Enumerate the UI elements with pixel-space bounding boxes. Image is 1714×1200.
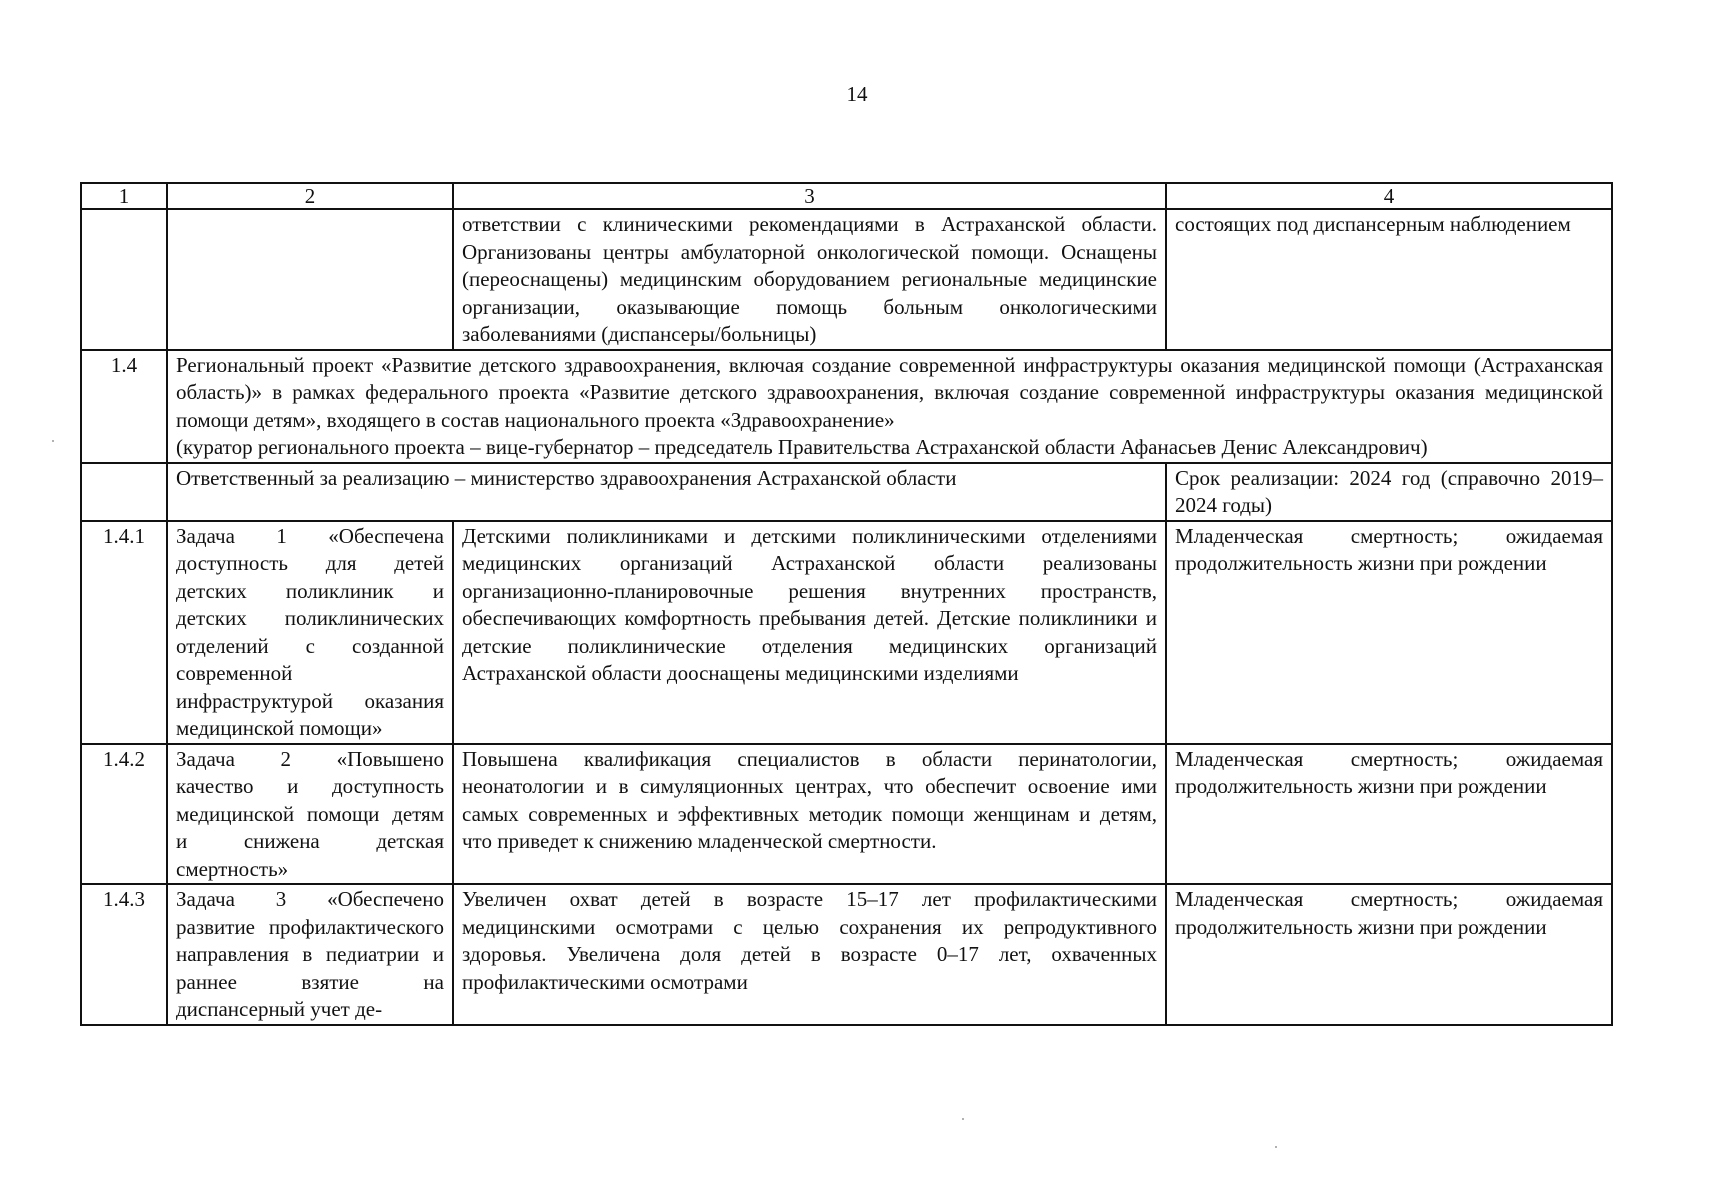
header-col-1: 1 [81, 183, 167, 209]
task-result: Повышена квалификация специалистов в области перинатологии, неонатологии и в симуляционных центрах, что обеспечит освоение ими самых современных и эффективных методик помощи женщинам и детям, что приведет к снижению младенческой смертности. [453, 744, 1166, 885]
task-number: 1.4.1 [81, 521, 167, 744]
task-number: 1.4.2 [81, 744, 167, 885]
responsible-row [81, 463, 1612, 521]
empty-cell [167, 209, 453, 350]
task-result: Увеличен охват детей в возрасте 15–17 лет профилактическими медицинскими осмотрами с целью сохранения их репродуктивного здоровья. Увеличена доля детей в возрасте 0–17 лет, охваченных профилактическими осмотрами [453, 884, 1166, 1025]
project-term: Срок реализации: 2024 год (справочно 2019–2024 годы) [1166, 463, 1612, 521]
scan-speck [1275, 1146, 1277, 1148]
task-text: Задача 3 «Обеспечено развитие профилактического направления в педиатрии и раннее взятие на диспансерный учет де- [167, 884, 453, 1025]
scan-speck [962, 1118, 964, 1120]
header-col-3: 3 [453, 183, 1166, 209]
project-description [167, 350, 1612, 463]
plan-table [80, 182, 1613, 1026]
empty-cell [81, 209, 167, 350]
scan-speck [52, 440, 54, 442]
task-text: Задача 2 «Повышено качество и доступность медицинской помощи детям и снижена детская смертность» [167, 744, 453, 885]
task-text: Задача 1 «Обеспечена доступность для детей детских поликлиник и детских поликлинических отделений с созданной современной инфраструктурой оказания медицинской помощи» [167, 521, 453, 744]
header-row [81, 183, 1612, 209]
task-indicators: Младенческая смертность; ожидаемая продолжительность жизни при рождении [1166, 744, 1612, 885]
empty-cell [81, 463, 167, 521]
project-curator: (куратор регионального проекта – вице-губернатор – председатель Правительства Астраханской области Афанасьев Денис Александрович) [176, 435, 1428, 459]
continuation-row [81, 209, 1612, 350]
continuation-result: ответствии с клиническими рекомендациями в Астраханской области. Организованы центры амбулаторной онкологической помощи. Оснащены (переоснащены) медицинским оборудованием региональные медицинские организации, оказывающие помощь больным онкологическими заболеваниями (диспансеры/больницы) [453, 209, 1166, 350]
task-row [81, 884, 1612, 1025]
project-row [81, 350, 1612, 463]
project-number: 1.4 [81, 350, 167, 463]
project-responsible: Ответственный за реализацию – министерство здравоохранения Астраханской области [167, 463, 1166, 521]
continuation-indicators: состоящих под диспансерным наблюдением [1166, 209, 1612, 350]
task-result: Детскими поликлиниками и детскими поликлиническими отделениями медицинских организаций Астраханской области реализованы организационно-планировочные решения внутренних пространств, обеспечивающих комфортность пребывания детей. Детские поликлиники и детские поликлинические отделения медицинских организаций Астраханской области дооснащены медицинскими изделиями [453, 521, 1166, 744]
task-row [81, 521, 1612, 744]
task-number: 1.4.3 [81, 884, 167, 1025]
project-title: Региональный проект «Развитие детского здравоохранения, включая создание современной инфраструктуры оказания медицинской помощи (Астраханская область)» в рамках федерального проекта «Развитие детского здравоохранения, включая создание современной инфраструктуры оказания медицинской помощи детям», входящего в состав национального проекта «Здравоохранение» [176, 352, 1603, 432]
header-col-4: 4 [1166, 183, 1612, 209]
task-indicators: Младенческая смертность; ожидаемая продолжительность жизни при рождении [1166, 884, 1612, 1025]
task-row [81, 744, 1612, 885]
task-indicators: Младенческая смертность; ожидаемая продолжительность жизни при рождении [1166, 521, 1612, 744]
page-number: 14 [846, 82, 868, 106]
header-col-2: 2 [167, 183, 453, 209]
